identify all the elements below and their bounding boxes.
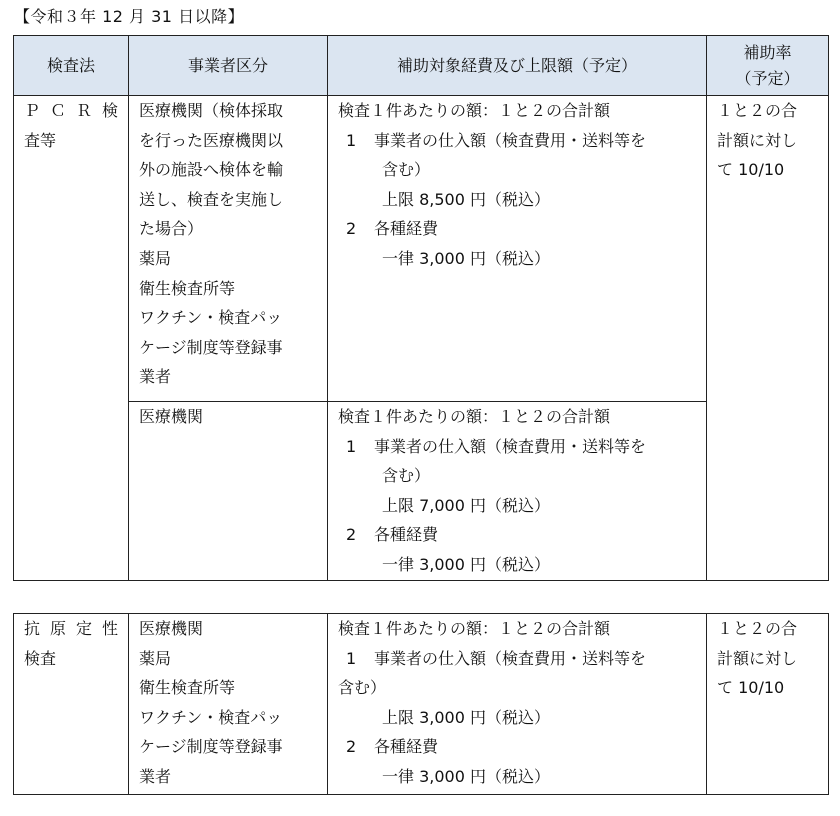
item-label: 事業者の仕入額（検査費用・送料等を: [374, 648, 647, 668]
item-amount: 一律 3,000 円（税込）: [382, 248, 550, 268]
pcr-row2-category: [129, 402, 328, 581]
rate-line: て 10/10: [717, 160, 785, 180]
amount-intro: 検査１件あたりの額：１と２の合計額: [338, 101, 611, 120]
item-label: 事業者の仕入額（検査費用・送料等を: [374, 130, 647, 150]
item-number: 2: [346, 737, 357, 757]
pcr-method-line1: [24, 96, 124, 126]
item-number: 1: [346, 130, 357, 150]
item-limit: 上限 3,000 円（税込）: [382, 707, 550, 727]
category-line: 医療機関: [139, 619, 204, 638]
item-limit: 上限 7,000 円（税込）: [382, 495, 550, 515]
amount-intro: 検査１件あたりの額：１と２の合計額: [338, 619, 611, 638]
header-method: 検査法: [14, 36, 129, 96]
amount-item-2: [338, 520, 702, 550]
amount-item-2: [338, 214, 702, 244]
category-line: 医療機関: [139, 407, 204, 426]
amount-intro: 検査１件あたりの額：１と２の合計額: [338, 407, 611, 426]
pcr-method-char: Ｐ: [24, 101, 41, 120]
item-label: 各種経費: [374, 525, 439, 545]
rate-line: 計額に対し: [717, 648, 798, 668]
section-heading: 【令和３年 12 月 31 日以降】: [14, 7, 245, 26]
rate-line: て 10/10: [717, 678, 785, 698]
category-line: た場合）: [139, 219, 204, 239]
category-line: を行った医療機関以: [139, 130, 284, 150]
pcr-method-char: Ｃ: [49, 101, 66, 120]
pcr-method-cell: [14, 96, 129, 581]
antigen-category: [129, 614, 328, 795]
header-rate-line2: （予定）: [735, 68, 800, 88]
item-number: 2: [346, 525, 357, 545]
pcr-row-1: [14, 96, 829, 402]
category-line: 外の施設へ検体を輸: [139, 160, 284, 180]
pcr-row1-amount: [328, 96, 707, 402]
amount-item-1: [338, 644, 702, 674]
amount-item-1: [338, 126, 702, 156]
item-number: 1: [346, 436, 357, 456]
item-number: 1: [346, 648, 357, 668]
pcr-method-char: Ｒ: [75, 101, 92, 120]
antigen-row: [14, 614, 829, 795]
amount-item-2: [338, 732, 702, 762]
antigen-amount: [328, 614, 707, 795]
category-line: ワクチン・検査パッ: [139, 707, 283, 727]
header-rate-line1: 補助率: [743, 42, 792, 62]
antigen-method-cell: [14, 614, 129, 795]
pcr-row-2: [14, 402, 829, 581]
pcr-row2-amount: [328, 402, 707, 581]
category-line: 業者: [139, 766, 172, 786]
item-label-continued: 含む）: [338, 678, 387, 698]
pcr-method-line2: 査等: [24, 130, 57, 150]
header-rate: [707, 36, 829, 96]
item-label-continued: 含む）: [382, 466, 431, 486]
category-line: 衛生検査所等: [139, 278, 236, 298]
category-line: 衛生検査所等: [139, 678, 236, 698]
category-line: ワクチン・検査パッ: [139, 308, 283, 328]
rate-line: １と２の合: [717, 101, 798, 120]
rate-line: 計額に対し: [717, 130, 798, 150]
antigen-method-char: 抗: [24, 619, 41, 638]
category-line: ケージ制度等登録事: [139, 337, 283, 357]
item-amount: 一律 3,000 円（税込）: [382, 766, 550, 786]
category-line: 薬局: [139, 648, 172, 668]
amount-item-1: [338, 432, 702, 462]
rate-line: １と２の合: [717, 619, 798, 638]
antigen-method-char: 定: [75, 619, 92, 638]
category-line: 薬局: [139, 248, 172, 268]
item-label: 事業者の仕入額（検査費用・送料等を: [374, 436, 647, 456]
item-amount: 一律 3,000 円（税込）: [382, 554, 550, 574]
category-line: ケージ制度等登録事: [139, 737, 283, 757]
header-row: [14, 36, 829, 96]
antigen-method-line2: 検査: [24, 648, 57, 668]
item-number: 2: [346, 219, 357, 239]
pcr-subsidy-table: [13, 35, 829, 581]
pcr-method-char: 検: [101, 101, 118, 120]
antigen-method-char: 性: [101, 619, 118, 638]
item-label: 各種経費: [374, 219, 439, 239]
category-line: 業者: [139, 367, 172, 387]
item-label: 各種経費: [374, 737, 439, 757]
antigen-rate-cell: [707, 614, 829, 795]
pcr-row1-category: [129, 96, 328, 402]
category-line: 医療機関（検体採取: [139, 101, 284, 120]
item-limit: 上限 8,500 円（税込）: [382, 189, 550, 209]
category-line: 送し、検査を実施し: [139, 189, 284, 209]
antigen-subsidy-table: [13, 613, 829, 795]
antigen-method-line1: [24, 614, 124, 644]
header-subsidy-target: 補助対象経費及び上限額（予定）: [328, 36, 707, 96]
pcr-rate-cell: [707, 96, 829, 581]
header-category: 事業者区分: [129, 36, 328, 96]
item-label-continued: 含む）: [382, 160, 431, 180]
antigen-method-char: 原: [49, 619, 66, 638]
